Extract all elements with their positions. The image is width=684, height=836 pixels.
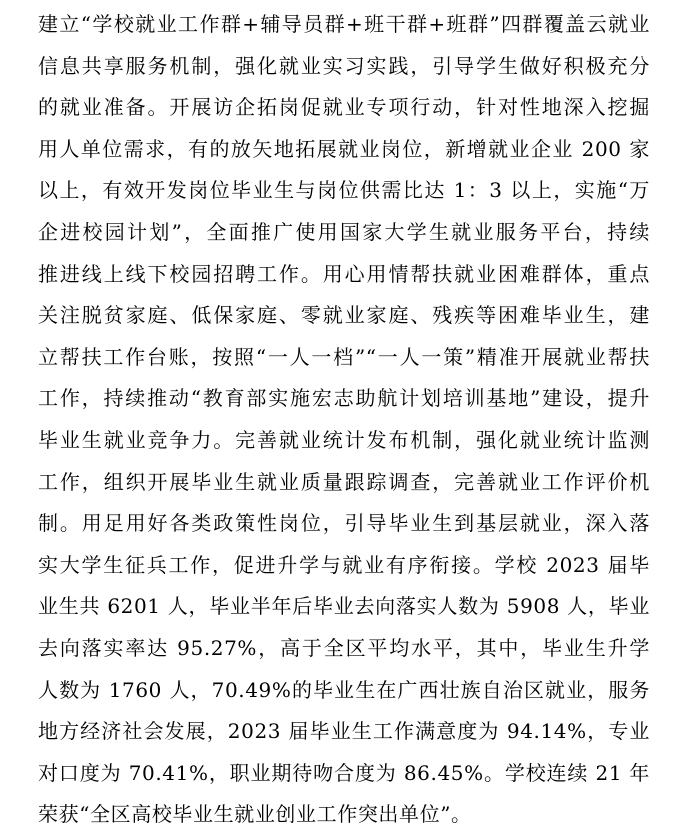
text-line: 毕业生就业竞争力。完善就业统计发布机制，强化就业统计监测 — [38, 427, 650, 452]
text-line: 地方经济社会发展，2023 届毕业生工作满意度为 94.14%，专业 — [38, 719, 650, 744]
text-line: 的就业准备。开展访企拓岗促就业专项行动，针对性地深入挖掘 — [38, 95, 650, 120]
text-line: 信息共享服务机制，强化就业实习实践，引导学生做好积极充分 — [38, 53, 650, 78]
text-line: 关注脱贫家庭、低保家庭、零就业家庭、残疾等困难毕业生，建 — [38, 303, 650, 328]
text-line: 立帮扶工作台账，按照“一人一档”“一人一策”精准开展就业帮扶 — [38, 344, 650, 369]
text-line: 业生共 6201 人，毕业半年后毕业去向落实人数为 5908 人，毕业 — [38, 594, 650, 619]
text-line: 建立“学校就业工作群+辅导员群+班干群+班群”四群覆盖云就业 — [38, 12, 650, 36]
document-body — [38, 4, 650, 836]
text-line: 对口度为 70.41%，职业期待吻合度为 86.45%。学校连续 21 年 — [38, 760, 650, 785]
text-line: 去向落实率达 95.27%，高于全区平均水平，其中，毕业生升学 — [38, 635, 650, 660]
text-line: 工作，持续推动“教育部实施宏志助航计划培训基地”建设，提升 — [38, 386, 650, 411]
text-line: 以上，有效开发岗位毕业生与岗位供需比达 1：3 以上，实施“万 — [38, 178, 650, 203]
text-line: 企进校园计划”，全面推广使用国家大学生就业服务平台，持续 — [38, 219, 650, 244]
text-line: 用人单位需求，有的放矢地拓展就业岗位，新增就业企业 200 家 — [38, 136, 650, 161]
text-line: 工作，组织开展毕业生就业质量跟踪调查，完善就业工作评价机 — [38, 469, 650, 494]
text-line: 人数为 1760 人，70.49%的毕业生在广西壮族自治区就业，服务 — [38, 677, 650, 702]
text-line-last: 荣获“全区高校毕业生就业创业工作突出单位”。 — [38, 802, 472, 827]
text-line: 制。用足用好各类政策性岗位，引导毕业生到基层就业，深入落 — [38, 511, 650, 536]
text-line: 实大学生征兵工作，促进升学与就业有序衔接。学校 2023 届毕 — [38, 552, 650, 577]
text-line: 推进线上线下校园招聘工作。用心用情帮扶就业困难群体，重点 — [38, 261, 650, 286]
